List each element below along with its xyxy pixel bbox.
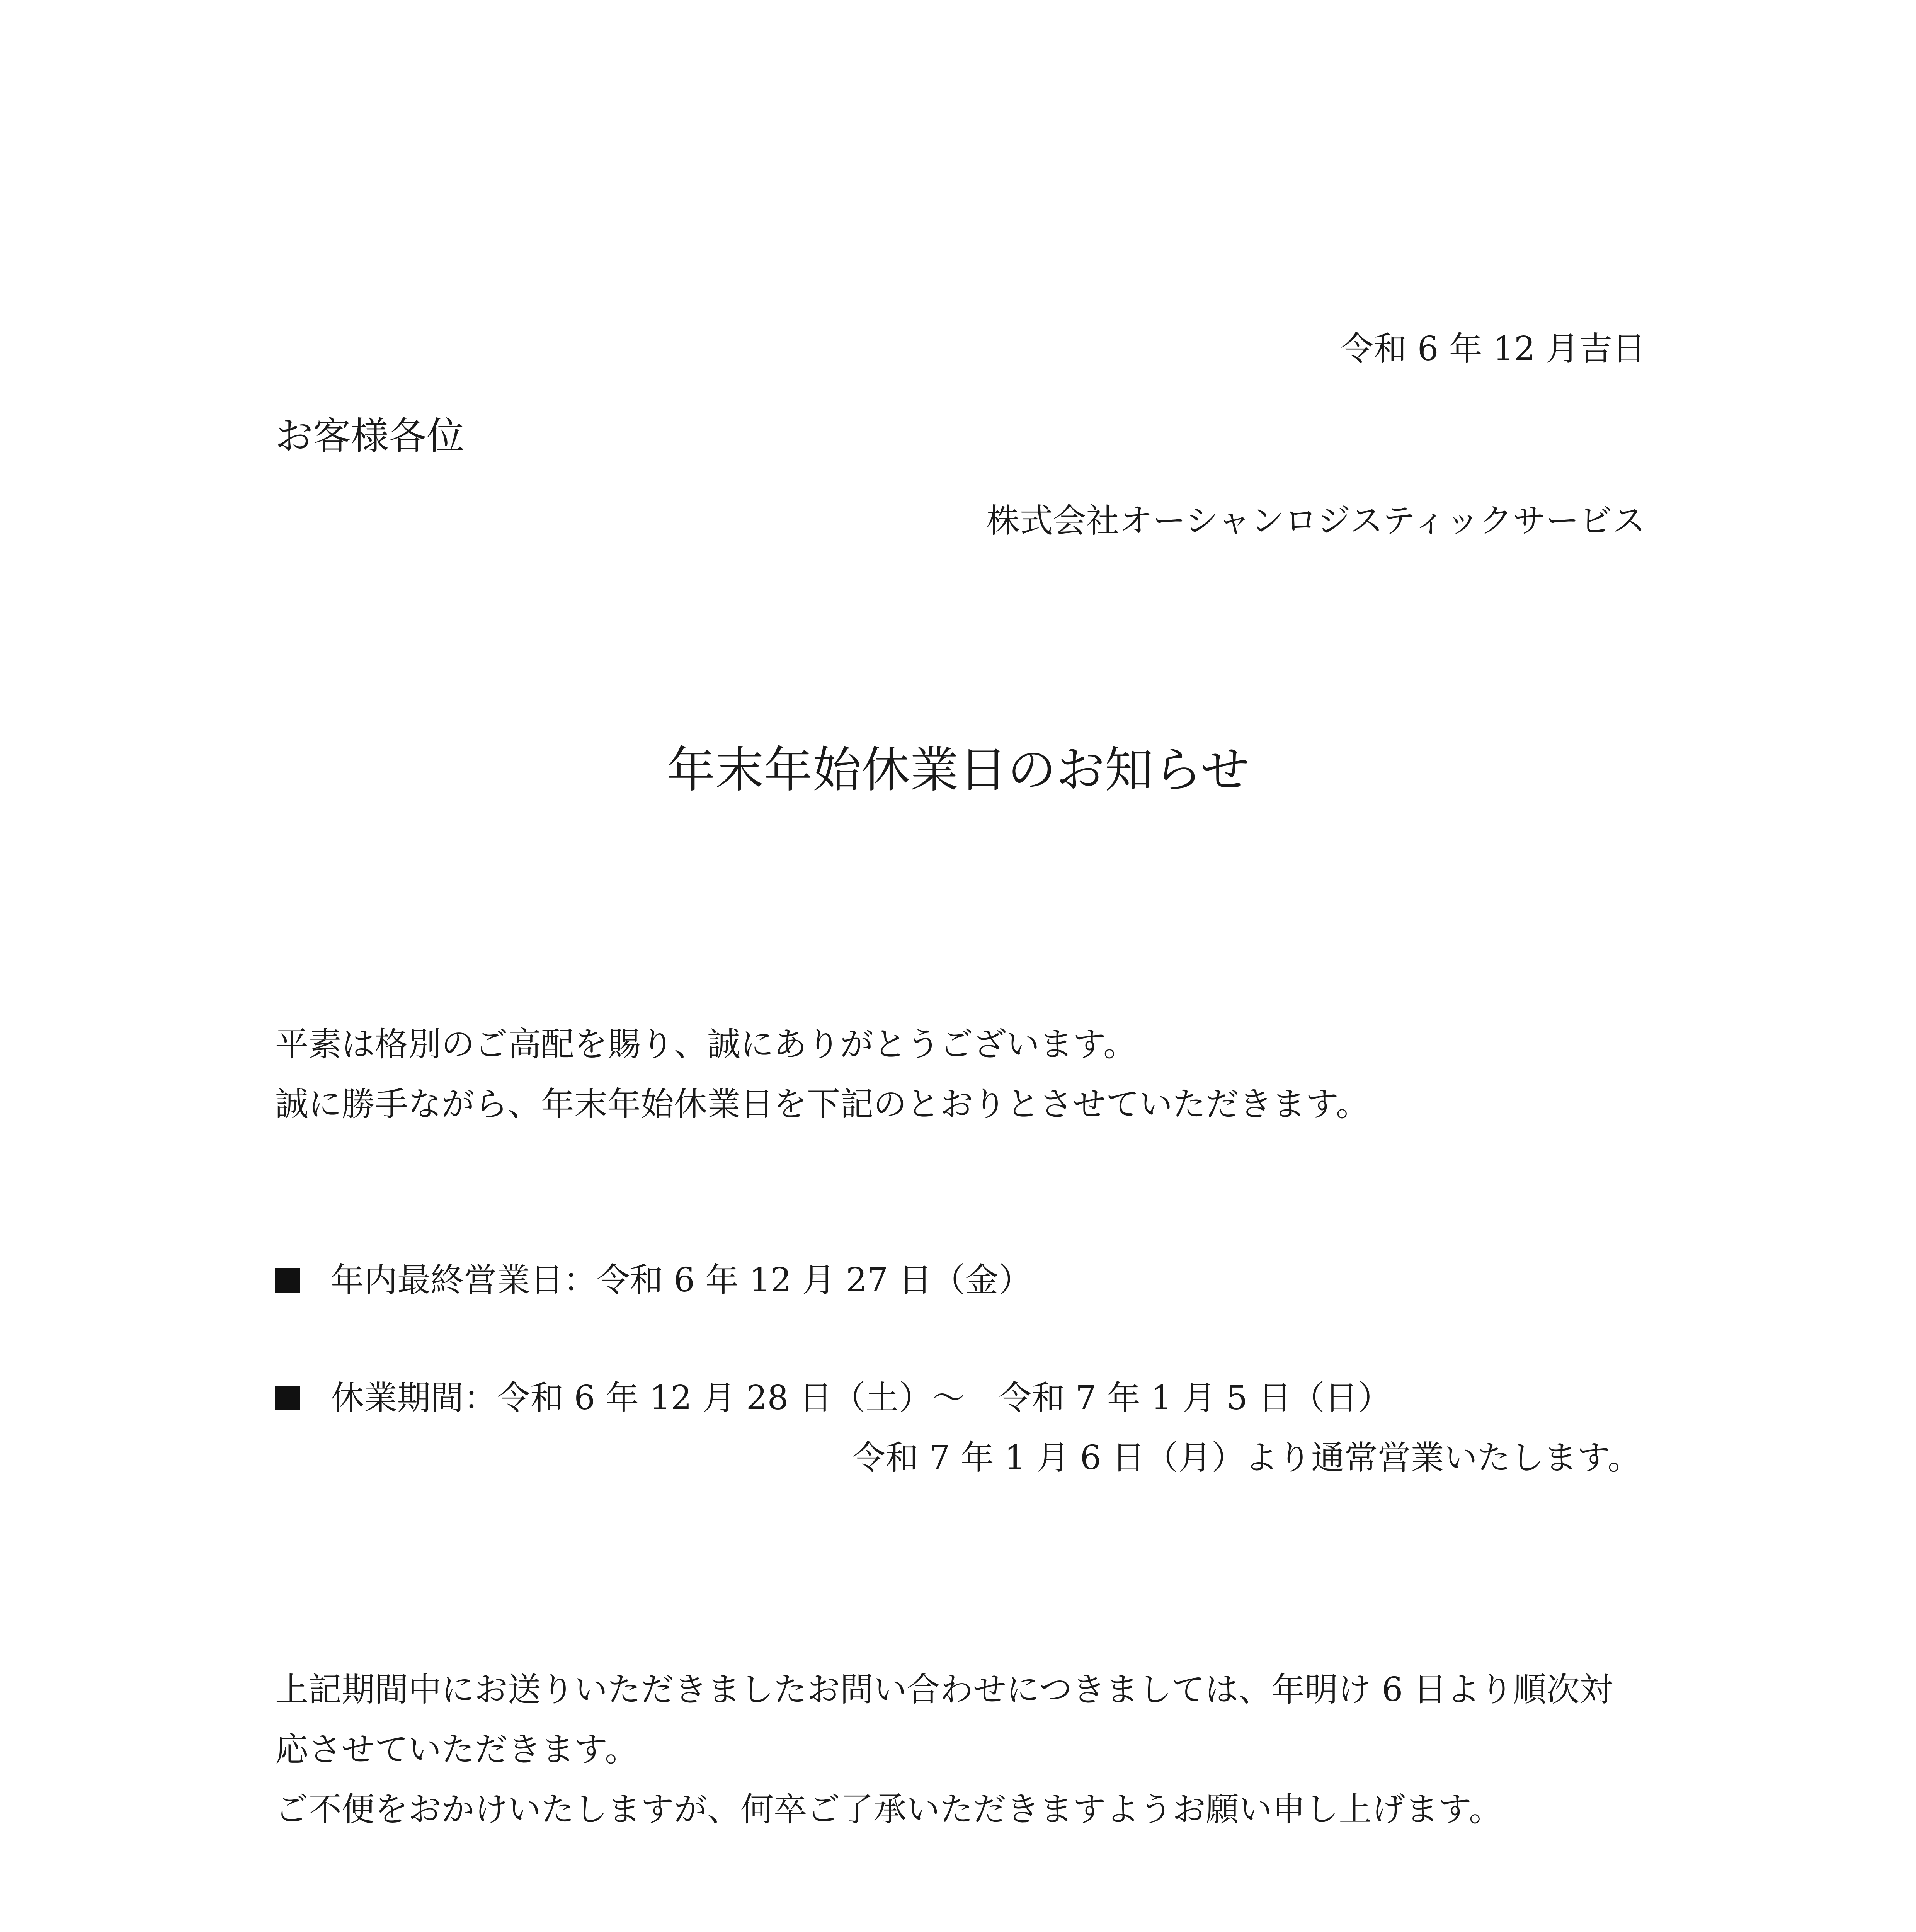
addressee: お客様各位 <box>275 414 465 458</box>
closing-line-3: ご不便をおかけいたしますが、何卒ご了承いただきますようお願い申し上げます。 <box>275 1790 1503 1829</box>
last-business-day-row <box>275 1261 1032 1299</box>
closing-line-2: 応させていただきます。 <box>275 1730 638 1769</box>
closing-line-1: 上記期間中にお送りいただきましたお問い合わせにつきましては、年明け 6 日より順次対 <box>275 1670 1613 1709</box>
notice-title: 年末年始休業日のお知らせ <box>666 742 1250 798</box>
intro-line-2: 誠に勝手ながら、年末年始休業日を下記のとおりとさせていただきます。 <box>275 1085 1370 1124</box>
holiday-period-row <box>275 1381 1391 1415</box>
resume-notice: 令和 7 年 1 月 6 日（月）より通常営業いたします。 <box>852 1439 1641 1477</box>
issue-date: 令和 6 年 12 月吉日 <box>1340 330 1645 368</box>
sender-company: 株式会社オーシャンロジスティックサービス <box>986 502 1645 540</box>
last-business-day: 年内最終営業日：令和 6 年 12 月 27 日（金） <box>331 1261 1032 1299</box>
intro-line-1: 平素は格別のご高配を賜り、誠にありがとうございます。 <box>275 1025 1137 1064</box>
holiday-period: 休業期間：令和 6 年 12 月 28 日（土）～ 令和 7 年 1 月 5 日（日） <box>331 1379 1391 1417</box>
square-bullet-icon <box>275 1268 300 1293</box>
square-bullet-icon <box>275 1386 300 1410</box>
